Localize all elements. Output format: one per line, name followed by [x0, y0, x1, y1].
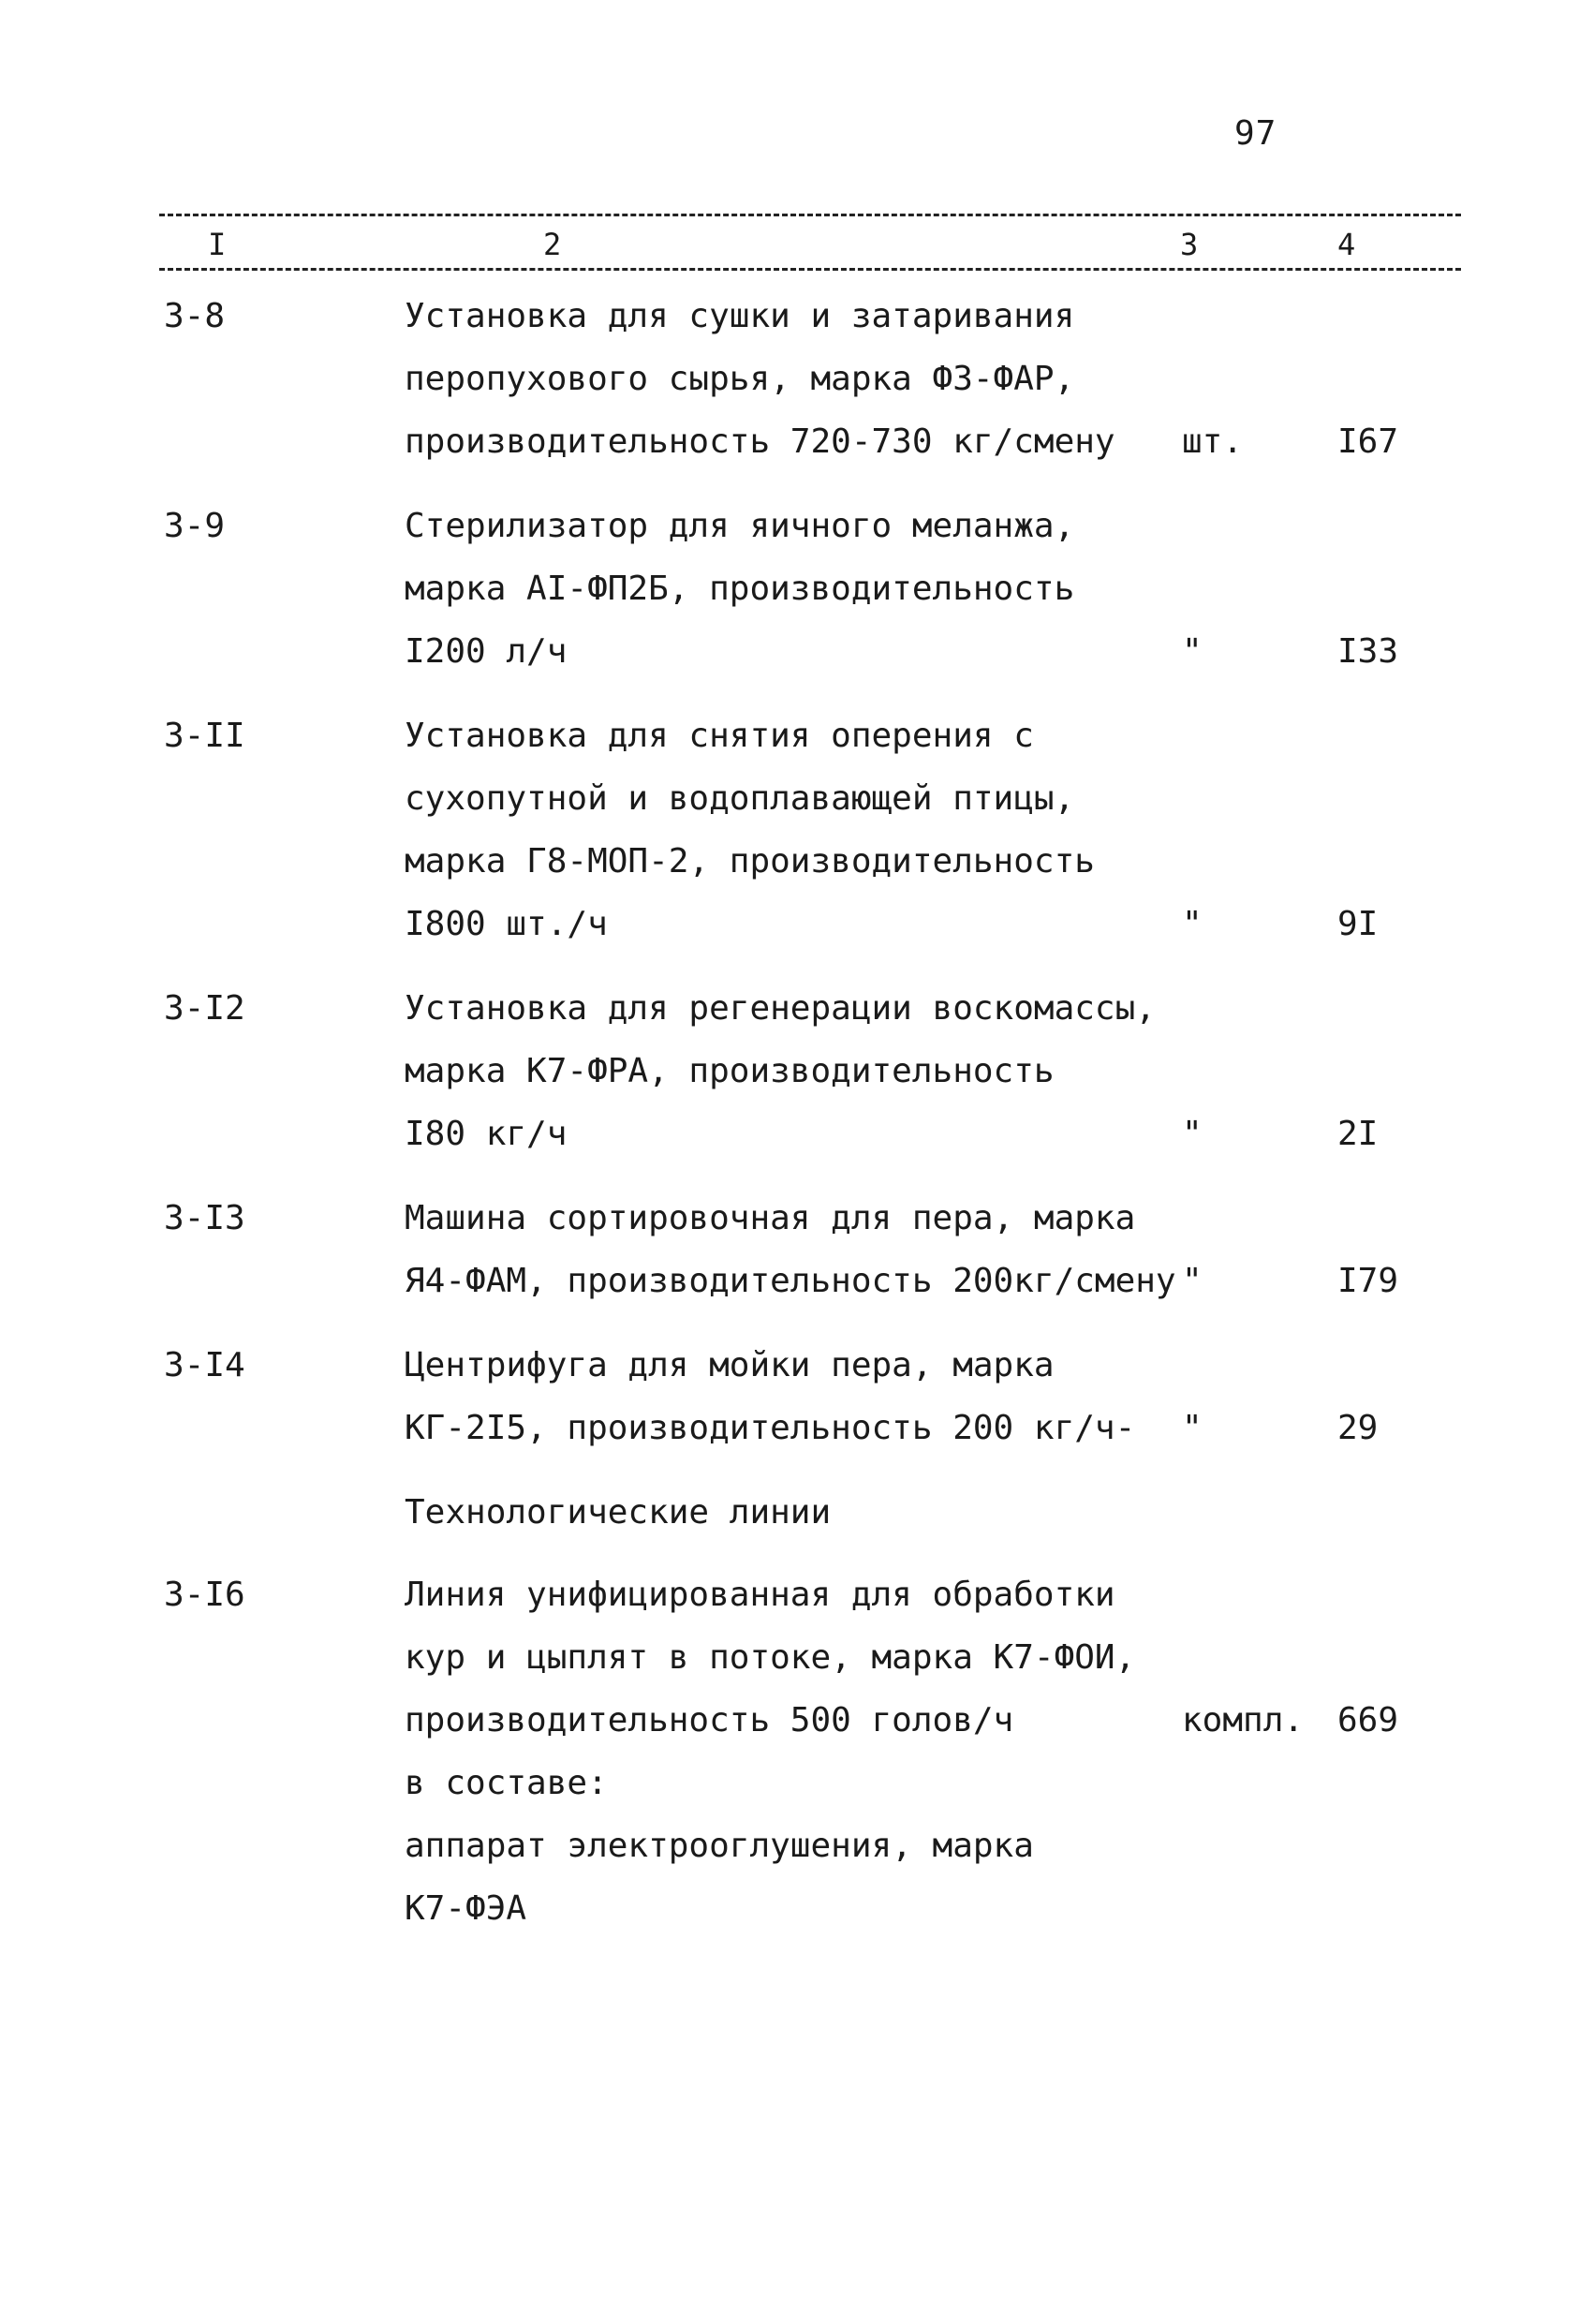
- row-text-line: в составе:: [405, 1764, 608, 1802]
- row-text-line: Машина сортировочная для пера, марка: [405, 1199, 1136, 1237]
- row-unit: компл.: [1182, 1701, 1305, 1739]
- row-value: I79: [1337, 1262, 1399, 1300]
- header-col-3: 3: [1180, 227, 1199, 262]
- row-text-line: Центрифуга для мойки пера, марка: [405, 1346, 1055, 1384]
- row-text-line: сухопутной и водоплавающей птицы,: [405, 779, 1075, 818]
- row-value: I67: [1337, 422, 1399, 461]
- row-text-line: марка Г8-МОП-2, производительность: [405, 842, 1095, 881]
- row-id: 3-8: [164, 297, 226, 335]
- row-text-line: Я4-ФАМ, производительность 200кг/смену: [405, 1262, 1176, 1300]
- row-unit: ": [1182, 1409, 1203, 1447]
- row-id: 3-I4: [164, 1346, 245, 1384]
- row-value: I33: [1337, 632, 1399, 671]
- row-text-line: производительность 720-730 кг/смену: [405, 422, 1115, 461]
- row-id: 3-I3: [164, 1199, 245, 1237]
- row-text-line: Стерилизатор для яичного меланжа,: [405, 507, 1075, 545]
- row-text-line: перопухового сырья, марка ФЗ-ФАР,: [405, 360, 1075, 398]
- row-id: 3-9: [164, 507, 226, 545]
- row-text-line: I200 л/ч: [405, 632, 568, 671]
- header-col-4: 4: [1337, 227, 1356, 262]
- header-col-1: I: [208, 227, 227, 262]
- row-id: 3-II: [164, 717, 245, 755]
- page-number: 97: [1234, 114, 1277, 153]
- header-top-rule: [159, 214, 1461, 216]
- row-text-line: кур и цыплят в потоке, марка К7-ФОИ,: [405, 1638, 1136, 1677]
- header-bottom-rule: [159, 268, 1461, 271]
- row-text-line: Установка для снятия оперения с: [405, 717, 1034, 755]
- row-unit: ": [1182, 1115, 1203, 1153]
- row-text-line: марка АI-ФП2Б, производительность: [405, 570, 1075, 608]
- row-text-line: К7-ФЭА: [405, 1889, 527, 1928]
- row-unit: шт.: [1182, 422, 1244, 461]
- row-unit: ": [1182, 632, 1203, 671]
- row-value: 9I: [1337, 905, 1379, 943]
- row-text-line: аппарат электрооглушения, марка: [405, 1827, 1034, 1865]
- row-id: 3-I6: [164, 1576, 245, 1614]
- row-id: 3-I2: [164, 989, 245, 1028]
- row-text-line: I80 кг/ч: [405, 1115, 568, 1153]
- row-text-line: I800 шт./ч: [405, 905, 608, 943]
- row-text-line: Установка для сушки и затаривания: [405, 297, 1075, 335]
- row-value: 2I: [1337, 1115, 1379, 1153]
- row-unit: ": [1182, 1262, 1203, 1300]
- row-value: 29: [1337, 1409, 1379, 1447]
- table-header: [159, 206, 1461, 281]
- row-text-line: производительность 500 голов/ч: [405, 1701, 1014, 1739]
- row-text-line: Установка для регенерации воскомассы,: [405, 989, 1156, 1028]
- row-unit: ": [1182, 905, 1203, 943]
- section-heading: Технологические линии: [405, 1493, 832, 1532]
- row-text-line: КГ-2I5, производительность 200 кг/ч-: [405, 1409, 1136, 1447]
- row-text-line: марка К7-ФРА, производительность: [405, 1052, 1055, 1090]
- row-text-line: Линия унифицированная для обработки: [405, 1576, 1115, 1614]
- header-col-2: 2: [543, 227, 562, 262]
- row-value: 669: [1337, 1701, 1399, 1739]
